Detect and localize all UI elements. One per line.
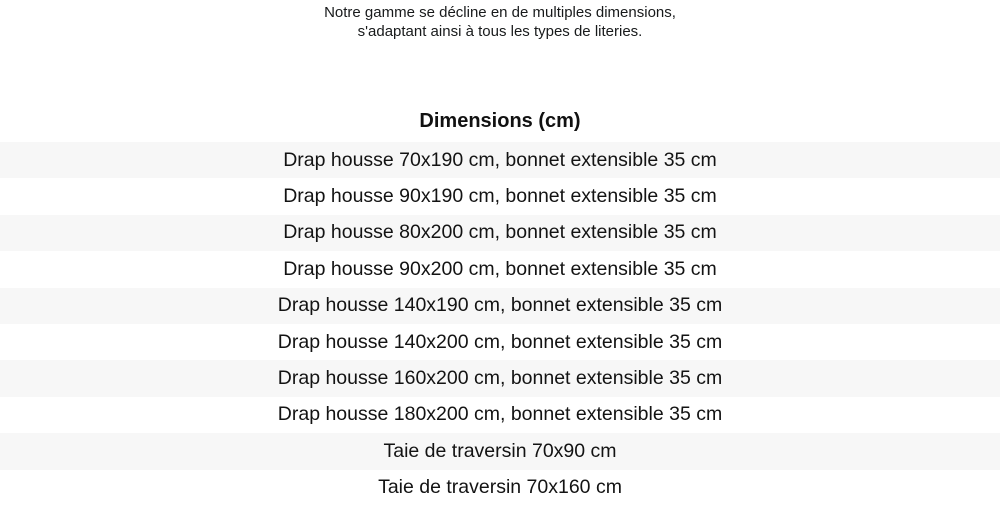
table-row: Taie de traversin 70x160 cm [0,470,1000,506]
intro-line-1: Notre gamme se décline en de multiples dimensions, [324,4,676,21]
table-row: Drap housse 180x200 cm, bonnet extensible 35 cm [0,397,1000,433]
intro-line-2: s'adaptant ainsi à tous les types de literies. [357,23,643,40]
table-row: Drap housse 70x190 cm, bonnet extensible 35 cm [0,142,1000,178]
table-row: Drap housse 90x200 cm, bonnet extensible 35 cm [0,251,1000,287]
table-row: Drap housse 140x190 cm, bonnet extensible 35 cm [0,288,1000,324]
table-row: Drap housse 140x200 cm, bonnet extensible 35 cm [0,324,1000,360]
table-row: Taie de traversin 70x90 cm [0,433,1000,469]
table-row: Drap housse 160x200 cm, bonnet extensible 35 cm [0,360,1000,396]
dimensions-table [0,142,1000,506]
dimensions-heading: Dimensions (cm) [419,110,581,132]
intro-text [0,0,1000,41]
table-row: Drap housse 90x190 cm, bonnet extensible 35 cm [0,178,1000,214]
table-row: Drap housse 80x200 cm, bonnet extensible 35 cm [0,215,1000,251]
